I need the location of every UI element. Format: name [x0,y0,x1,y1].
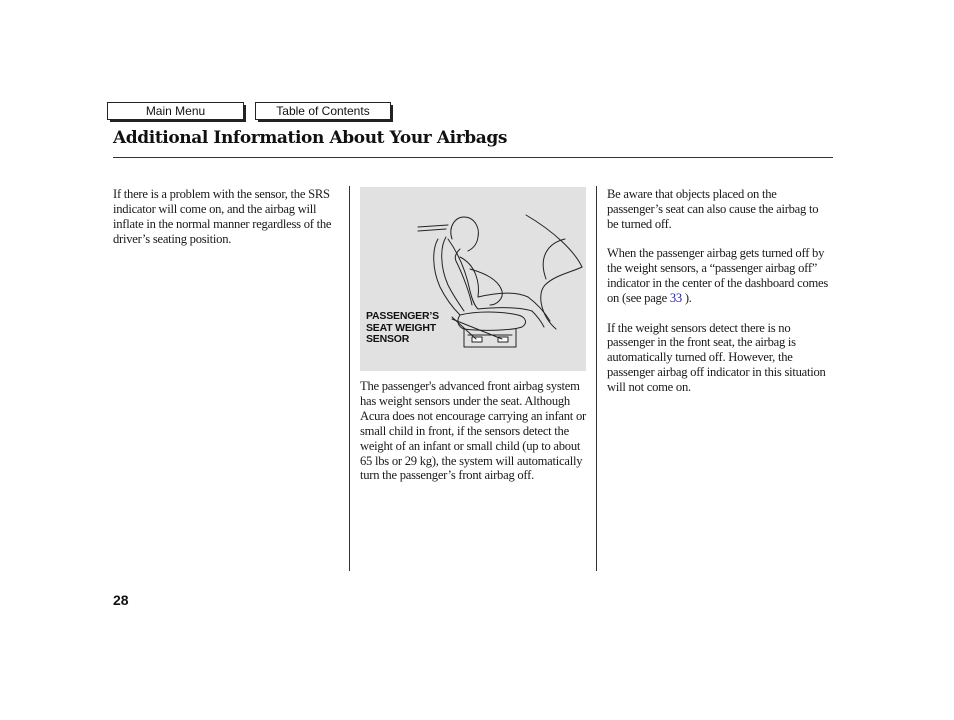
figure-caption-line: PASSENGER’S [366,310,439,322]
body-paragraph: Be aware that objects placed on the passenger’s seat can also cause the airbag to be turned off. [607,187,819,231]
column-right [607,187,832,410]
figure-caption [366,311,439,346]
page-number: 28 [113,592,129,608]
figure-caption-line: SENSOR [366,333,410,345]
column-left [113,187,343,261]
paragraph-text: ). [681,291,692,306]
figure-caption-line: SEAT WEIGHT [366,321,436,334]
body-paragraph: If there is a problem with the sensor, the SRS indicator will come on, and the airbag will inflate in the normal manner regardless of the driver’s seating position. [113,187,332,246]
body-paragraph [607,246,832,306]
table-of-contents-button[interactable]: Table of Contents [255,102,391,120]
title-divider [113,157,833,158]
seat-weight-sensor-illustration [360,187,586,371]
column-divider-left [349,186,350,571]
column-middle [360,379,590,498]
paragraph-text: When the passenger airbag gets turned off by the weight sensors, a “passenger airbag off” indicator in the center of the dashboard comes on (see page [607,246,829,306]
main-menu-button[interactable]: Main Menu [107,102,244,120]
column-divider-right [596,186,597,571]
body-paragraph: If the weight sensors detect there is no passenger in the front seat, the airbag is automatically turned off. However, the passenger airbag off indicator in this situation will not come on. [607,320,826,395]
body-paragraph: The passenger's advanced front airbag system has weight sensors under the seat. Although Acura does not encourage carrying an infant or small child in front, if the sensors detect the weight of an infant or small child (up to about 65 lbs or 29 kg), the system will automatically turn the passenger’s front airbag off. [360,379,586,483]
page-title: Additional Information About Your Airbags [113,128,508,148]
page-33-link[interactable]: 33 [669,291,682,306]
